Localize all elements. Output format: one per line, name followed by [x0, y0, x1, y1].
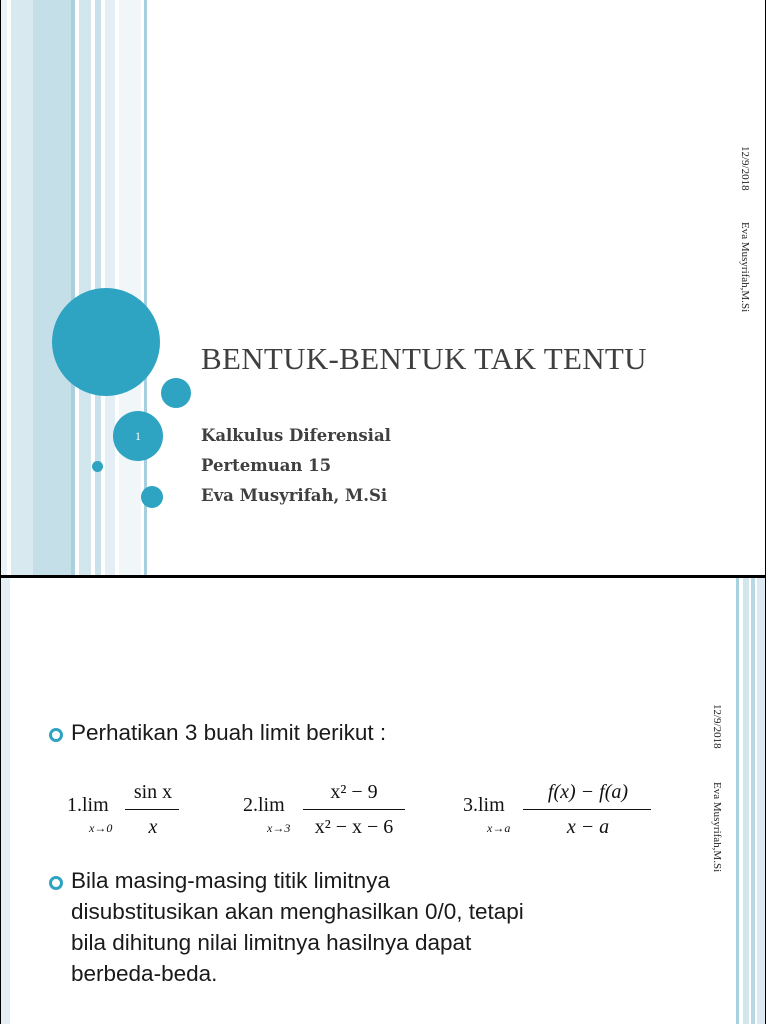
slide-date: 12/9/2018 — [739, 146, 751, 191]
bullet-text-2-line-2: disubstitusikan akan menghasilkan 0/0, tetapi — [71, 899, 524, 924]
limit-2-prefix: 2.lim — [243, 794, 285, 816]
slide-author-footer: Eva Musyrifah,M.Si — [739, 222, 751, 313]
decor-stripe — [743, 578, 749, 1024]
decor-circle — [92, 461, 103, 472]
subtitle-meeting: Pertemuan 15 — [201, 456, 332, 475]
decor-stripe — [757, 578, 765, 1024]
decor-stripe — [33, 0, 71, 575]
bullet-text-2-line-4: berbeda-beda. — [71, 961, 218, 986]
slide-author-footer: Eva Musyrifah,M.Si — [711, 782, 723, 873]
limit-2-numerator: x² − 9 — [330, 781, 378, 803]
decor-circle-large — [52, 288, 160, 396]
limit-1-fraction-bar — [125, 809, 179, 810]
slide-title: BENTUK-BENTUK TAK TENTU — [201, 341, 647, 376]
limit-3-numerator: f(x) − f(a) — [547, 781, 629, 803]
limit-1-subscript: x→0 — [89, 821, 113, 835]
decor-stripe — [1, 0, 7, 575]
limit-1-denominator: x — [148, 816, 158, 838]
limit-3-subscript: x→a — [487, 821, 511, 835]
bullet-text-1: Perhatikan 3 buah limit berikut : — [71, 720, 387, 745]
decor-circle — [161, 378, 191, 408]
decor-circle — [141, 486, 163, 508]
decor-stripe — [1, 578, 10, 1024]
slide-number: 1 — [135, 429, 141, 443]
decor-stripe — [71, 0, 75, 575]
limit-3-prefix: 3.lim — [463, 794, 505, 816]
slide-2 — [0, 576, 766, 1024]
decor-stripe — [11, 0, 33, 575]
limit-2-denominator: x² − x − 6 — [314, 816, 394, 838]
slide-date: 12/9/2018 — [711, 704, 723, 749]
decor-stripe — [119, 0, 141, 575]
decor-stripe — [751, 578, 755, 1024]
bullet-text-2-line-1: Bila masing-masing titik limitnya — [71, 868, 390, 893]
decor-stripe — [79, 0, 91, 575]
bullet-text-2-line-3: bila dihitung nilai limitnya hasilnya dapat — [71, 930, 472, 955]
decor-stripe — [736, 578, 739, 1024]
limit-2-subscript: x→3 — [267, 821, 291, 835]
bullet-icon — [49, 728, 63, 742]
subtitle-author: Eva Musyrifah, M.Si — [201, 486, 388, 505]
subtitle-course: Kalkulus Diferensial — [201, 426, 391, 445]
limit-3-fraction-bar — [523, 809, 651, 810]
limit-1-numerator: sin x — [133, 781, 173, 803]
limit-1-prefix: 1.lim — [67, 794, 109, 816]
limit-3-denominator: x − a — [566, 816, 610, 838]
limit-2-fraction-bar — [303, 809, 405, 810]
bullet-icon — [49, 876, 63, 890]
